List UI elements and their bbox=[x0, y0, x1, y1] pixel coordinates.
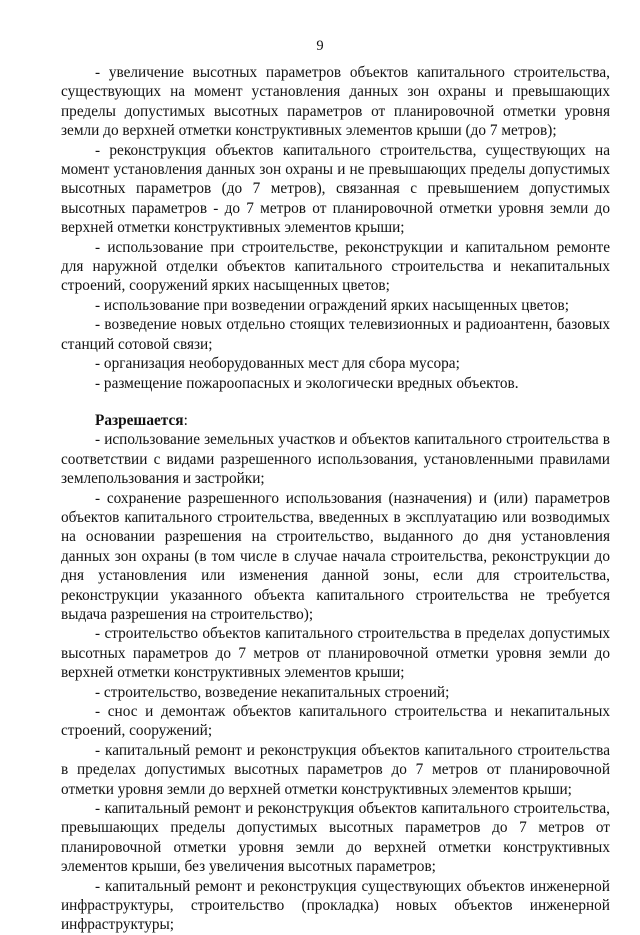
prohibited-item: - размещение пожароопасных и экологически вредных объектов. bbox=[95, 374, 519, 392]
allowed-heading-text: Разрешается bbox=[95, 411, 184, 429]
page-number: 9 bbox=[316, 38, 324, 54]
prohibited-item: - использование при возведении ограждений ярких насыщенных цветов; bbox=[95, 296, 569, 314]
prohibited-item: - использование при строительстве, реконструкции и капитальном ремонте для наружной отделки объектов капитального строительства и некапитальных строений, сооружений ярких насыщенных цветов; bbox=[61, 238, 610, 295]
allowed-item: - строительство объектов капитального строительства в пределах допустимых высотных параметров до 7 метров от планировочной отметки уровня земли до верхней отметки конструктивных элементов крыши; bbox=[61, 625, 610, 682]
allowed-item: - снос и демонтаж объектов капитального строительства и некапитальных строений, сооружений; bbox=[61, 703, 610, 740]
allowed-heading-colon: : bbox=[183, 411, 188, 429]
allowed-list bbox=[61, 430, 610, 935]
page-content bbox=[61, 63, 610, 935]
allowed-item: - капитальный ремонт и реконструкция объектов капитального строительства, превышающих пределы допустимых высотных параметров до 7 метров от планировочной отметки уровня земли до верхней отметки конструктивных элементов крыши, без увеличения высотных параметров; bbox=[61, 800, 610, 876]
prohibited-item: - возведение новых отдельно стоящих телевизионных и радиоантенн, базовых станций сотовой связи; bbox=[61, 316, 610, 353]
prohibited-item: - увеличение высотных параметров объектов капитального строительства, существующих на момент установления данных зон охраны и превышающих пределы допустимых высотных параметров от планировочной отметки уровня земли до верхней отметки конструктивных элементов крыши (до 7 метров); bbox=[61, 64, 610, 140]
prohibited-item: - организация необорудованных мест для сбора мусора; bbox=[95, 355, 460, 373]
allowed-item: - сохранение разрешенного использования (назначения) и (или) параметров объектов капитального строительства, введенных в эксплуатацию или возводимых на основании разрешения на строительство, выданного до дня установления данных зон охраны (в том числе в случае начала строительства, реконструкции до дня установления или изменения данной зоны, если для строительства, реконструкции указанного объекта капитального строительства не требуется выдача разрешения на строительство); bbox=[61, 489, 610, 623]
allowed-section-heading bbox=[61, 411, 610, 430]
prohibited-item: - реконструкция объектов капитального строительства, существующих на момент установления данных зон охраны и не превышающих пределы допустимых высотных параметров (до 7 метров), связанная с превышением допустимых высотных параметров - до 7 метров от планировочной отметки уровня земли до верхней отметки конструктивных элементов крыши; bbox=[61, 141, 610, 237]
allowed-item: - строительство, возведение некапитальных строений; bbox=[95, 683, 450, 701]
prohibited-list bbox=[61, 63, 610, 393]
allowed-item: - капитальный ремонт и реконструкция существующих объектов инженерной инфраструктуры, строительство (прокладка) новых объектов инженерной инфраструктуры; bbox=[61, 877, 610, 934]
allowed-item: - капитальный ремонт и реконструкция объектов капитального строительства в пределах допустимых высотных параметров до 7 метров от планировочной отметки уровня земли до верхней отметки конструктивных элементов крыши; bbox=[61, 741, 610, 798]
allowed-item: - использование земельных участков и объектов капитального строительства в соответствии с видами разрешенного использования, установленными правилами землепользования и застройки; bbox=[61, 431, 610, 488]
